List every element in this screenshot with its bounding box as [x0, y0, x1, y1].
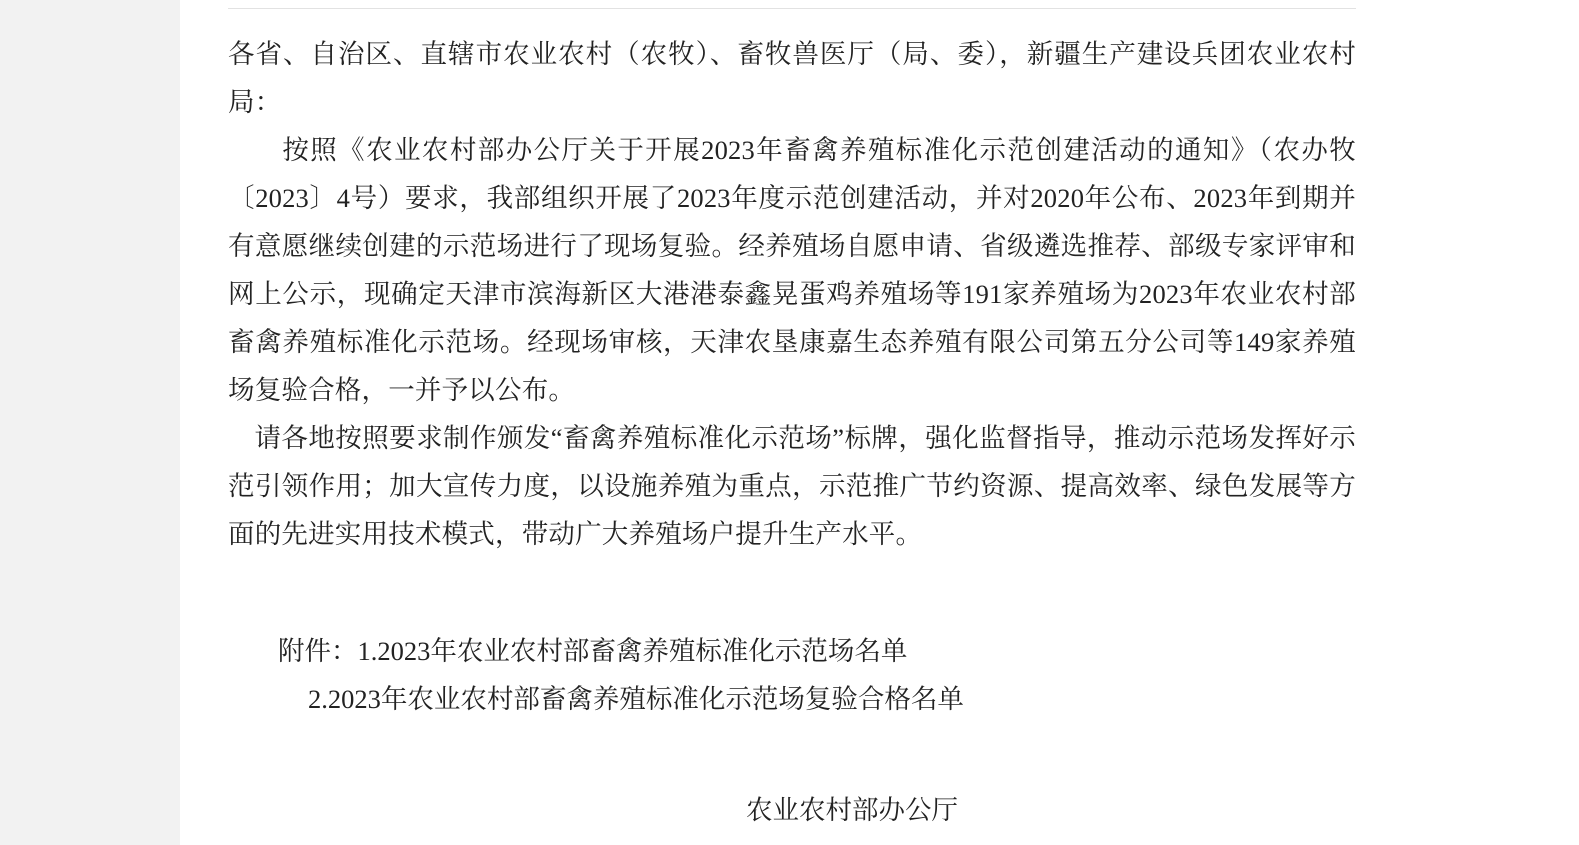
page-background-gutter [0, 0, 180, 845]
recipient-line: 各省、自治区、直辖市农业农村（农牧）、畜牧兽医厅（局、委），新疆生产建设兵团农业农村局： [228, 39, 1356, 117]
document-body [228, 30, 1356, 558]
document-sheet [180, 0, 1579, 845]
signature-block [228, 790, 1356, 830]
signature-text: 农业农村部办公厅 [746, 795, 958, 825]
paragraph-1: 按照《农业农村部办公厅关于开展2023年畜禽养殖标准化示范创建活动的通知》（农办牧〔2023〕4号）要求，我部组织开展了2023年度示范创建活动，并对2020年公布、2023年到期并有意愿继续创建的示范场进行了现场复验。经养殖场自愿申请、省级遴选推荐、部级专家评审和网上公示，现确定天津市滨海新区大港港泰鑫晃蛋鸡养殖场等191家养殖场为2023年农业农村部畜禽养殖标准化示范场。经现场审核，天津农垦康嘉生态养殖有限公司第五分公司等149家养殖场复验合格，一并予以公布。 [228, 135, 1356, 405]
header-divider [228, 8, 1356, 9]
attachment-item-2: 2.2023年农业农村部畜禽养殖标准化示范场复验合格名单 [308, 684, 964, 714]
attachment-item-1: 附件：1.2023年农业农村部畜禽养殖标准化示范场名单 [278, 636, 908, 666]
attachments-block [228, 627, 1356, 723]
paragraph-2: 请各地按照要求制作颁发“畜禽养殖标准化示范场”标牌，强化监督指导，推动示范场发挥好示范引领作用；加大宣传力度，以设施养殖为重点，示范推广节约资源、提高效率、绿色发展等方面的先进实用技术模式，带动广大养殖场户提升生产水平。 [228, 423, 1356, 549]
